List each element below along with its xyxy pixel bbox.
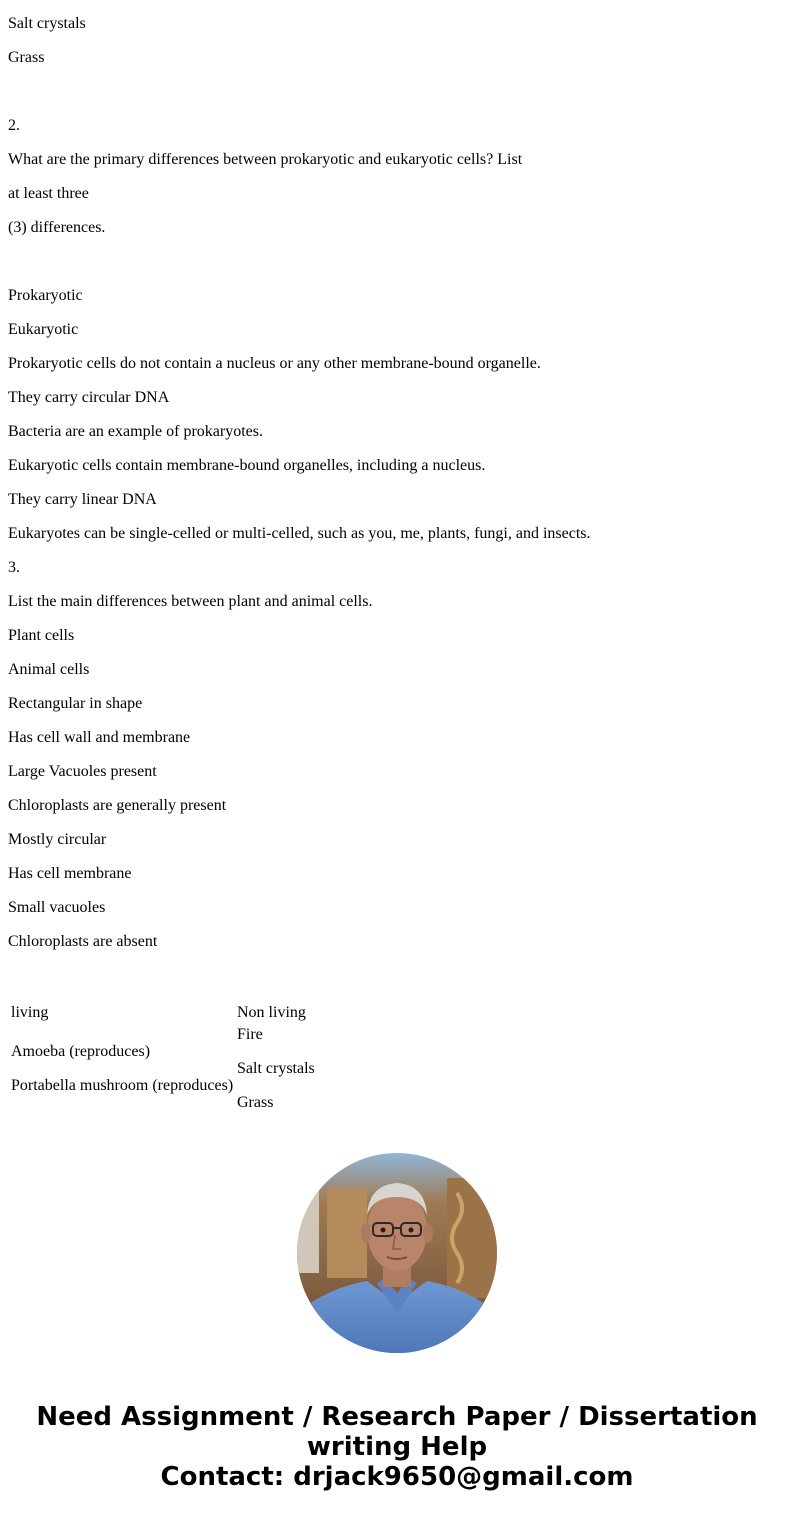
doc-line: Bacteria are an example of prokaryotes. bbox=[8, 423, 263, 440]
promo-banner bbox=[0, 1402, 794, 1492]
column-heading: Plant cells bbox=[8, 627, 75, 644]
promo-line: Need Assignment / Research Paper / Dissertation bbox=[36, 1402, 758, 1432]
table-cell: Portabella mushroom (reproduces) bbox=[11, 1077, 234, 1094]
column-heading: Animal cells bbox=[8, 661, 90, 678]
doc-line: Mostly circular bbox=[8, 831, 107, 848]
table-cell: Grass bbox=[237, 1094, 274, 1111]
question-text: (3) differences. bbox=[8, 219, 106, 236]
question-text: What are the primary differences between prokaryotic and eukaryotic cells? List bbox=[8, 151, 523, 168]
avatar bbox=[297, 1153, 497, 1353]
table-cell: Salt crystals bbox=[237, 1060, 315, 1077]
question-number: 2. bbox=[8, 117, 20, 134]
doc-line: Prokaryotic cells do not contain a nucleus or any other membrane-bound organelle. bbox=[8, 355, 541, 372]
contact-email: Contact: drjack9650@gmail.com bbox=[160, 1462, 634, 1492]
doc-line: Small vacuoles bbox=[8, 899, 106, 916]
doc-line: They carry linear DNA bbox=[8, 491, 157, 508]
avatar-photo bbox=[297, 1153, 497, 1353]
question-number: 3. bbox=[8, 559, 20, 576]
doc-line: Has cell membrane bbox=[8, 865, 132, 882]
table-cell: Fire bbox=[237, 1026, 263, 1043]
doc-line: Grass bbox=[8, 49, 45, 66]
column-heading: Eukaryotic bbox=[8, 321, 79, 338]
promo-line: writing Help bbox=[306, 1432, 488, 1462]
column-heading: Prokaryotic bbox=[8, 287, 83, 304]
doc-line: Chloroplasts are absent bbox=[8, 933, 158, 950]
table-header: Non living bbox=[237, 1004, 306, 1021]
question-text: at least three bbox=[8, 185, 89, 202]
table-cell: Amoeba (reproduces) bbox=[11, 1043, 151, 1060]
doc-line: Large Vacuoles present bbox=[8, 763, 157, 780]
doc-line: They carry circular DNA bbox=[8, 389, 170, 406]
doc-line: Has cell wall and membrane bbox=[8, 729, 191, 746]
question-text: List the main differences between plant and animal cells. bbox=[8, 593, 373, 610]
doc-line: Chloroplasts are generally present bbox=[8, 797, 227, 814]
table-header: living bbox=[11, 1004, 49, 1021]
doc-line: Salt crystals bbox=[8, 15, 86, 32]
doc-line: Eukaryotic cells contain membrane-bound organelles, including a nucleus. bbox=[8, 457, 486, 474]
doc-line: Eukaryotes can be single-celled or multi-celled, such as you, me, plants, fungi, and insects. bbox=[8, 525, 591, 542]
doc-line: Rectangular in shape bbox=[8, 695, 143, 712]
